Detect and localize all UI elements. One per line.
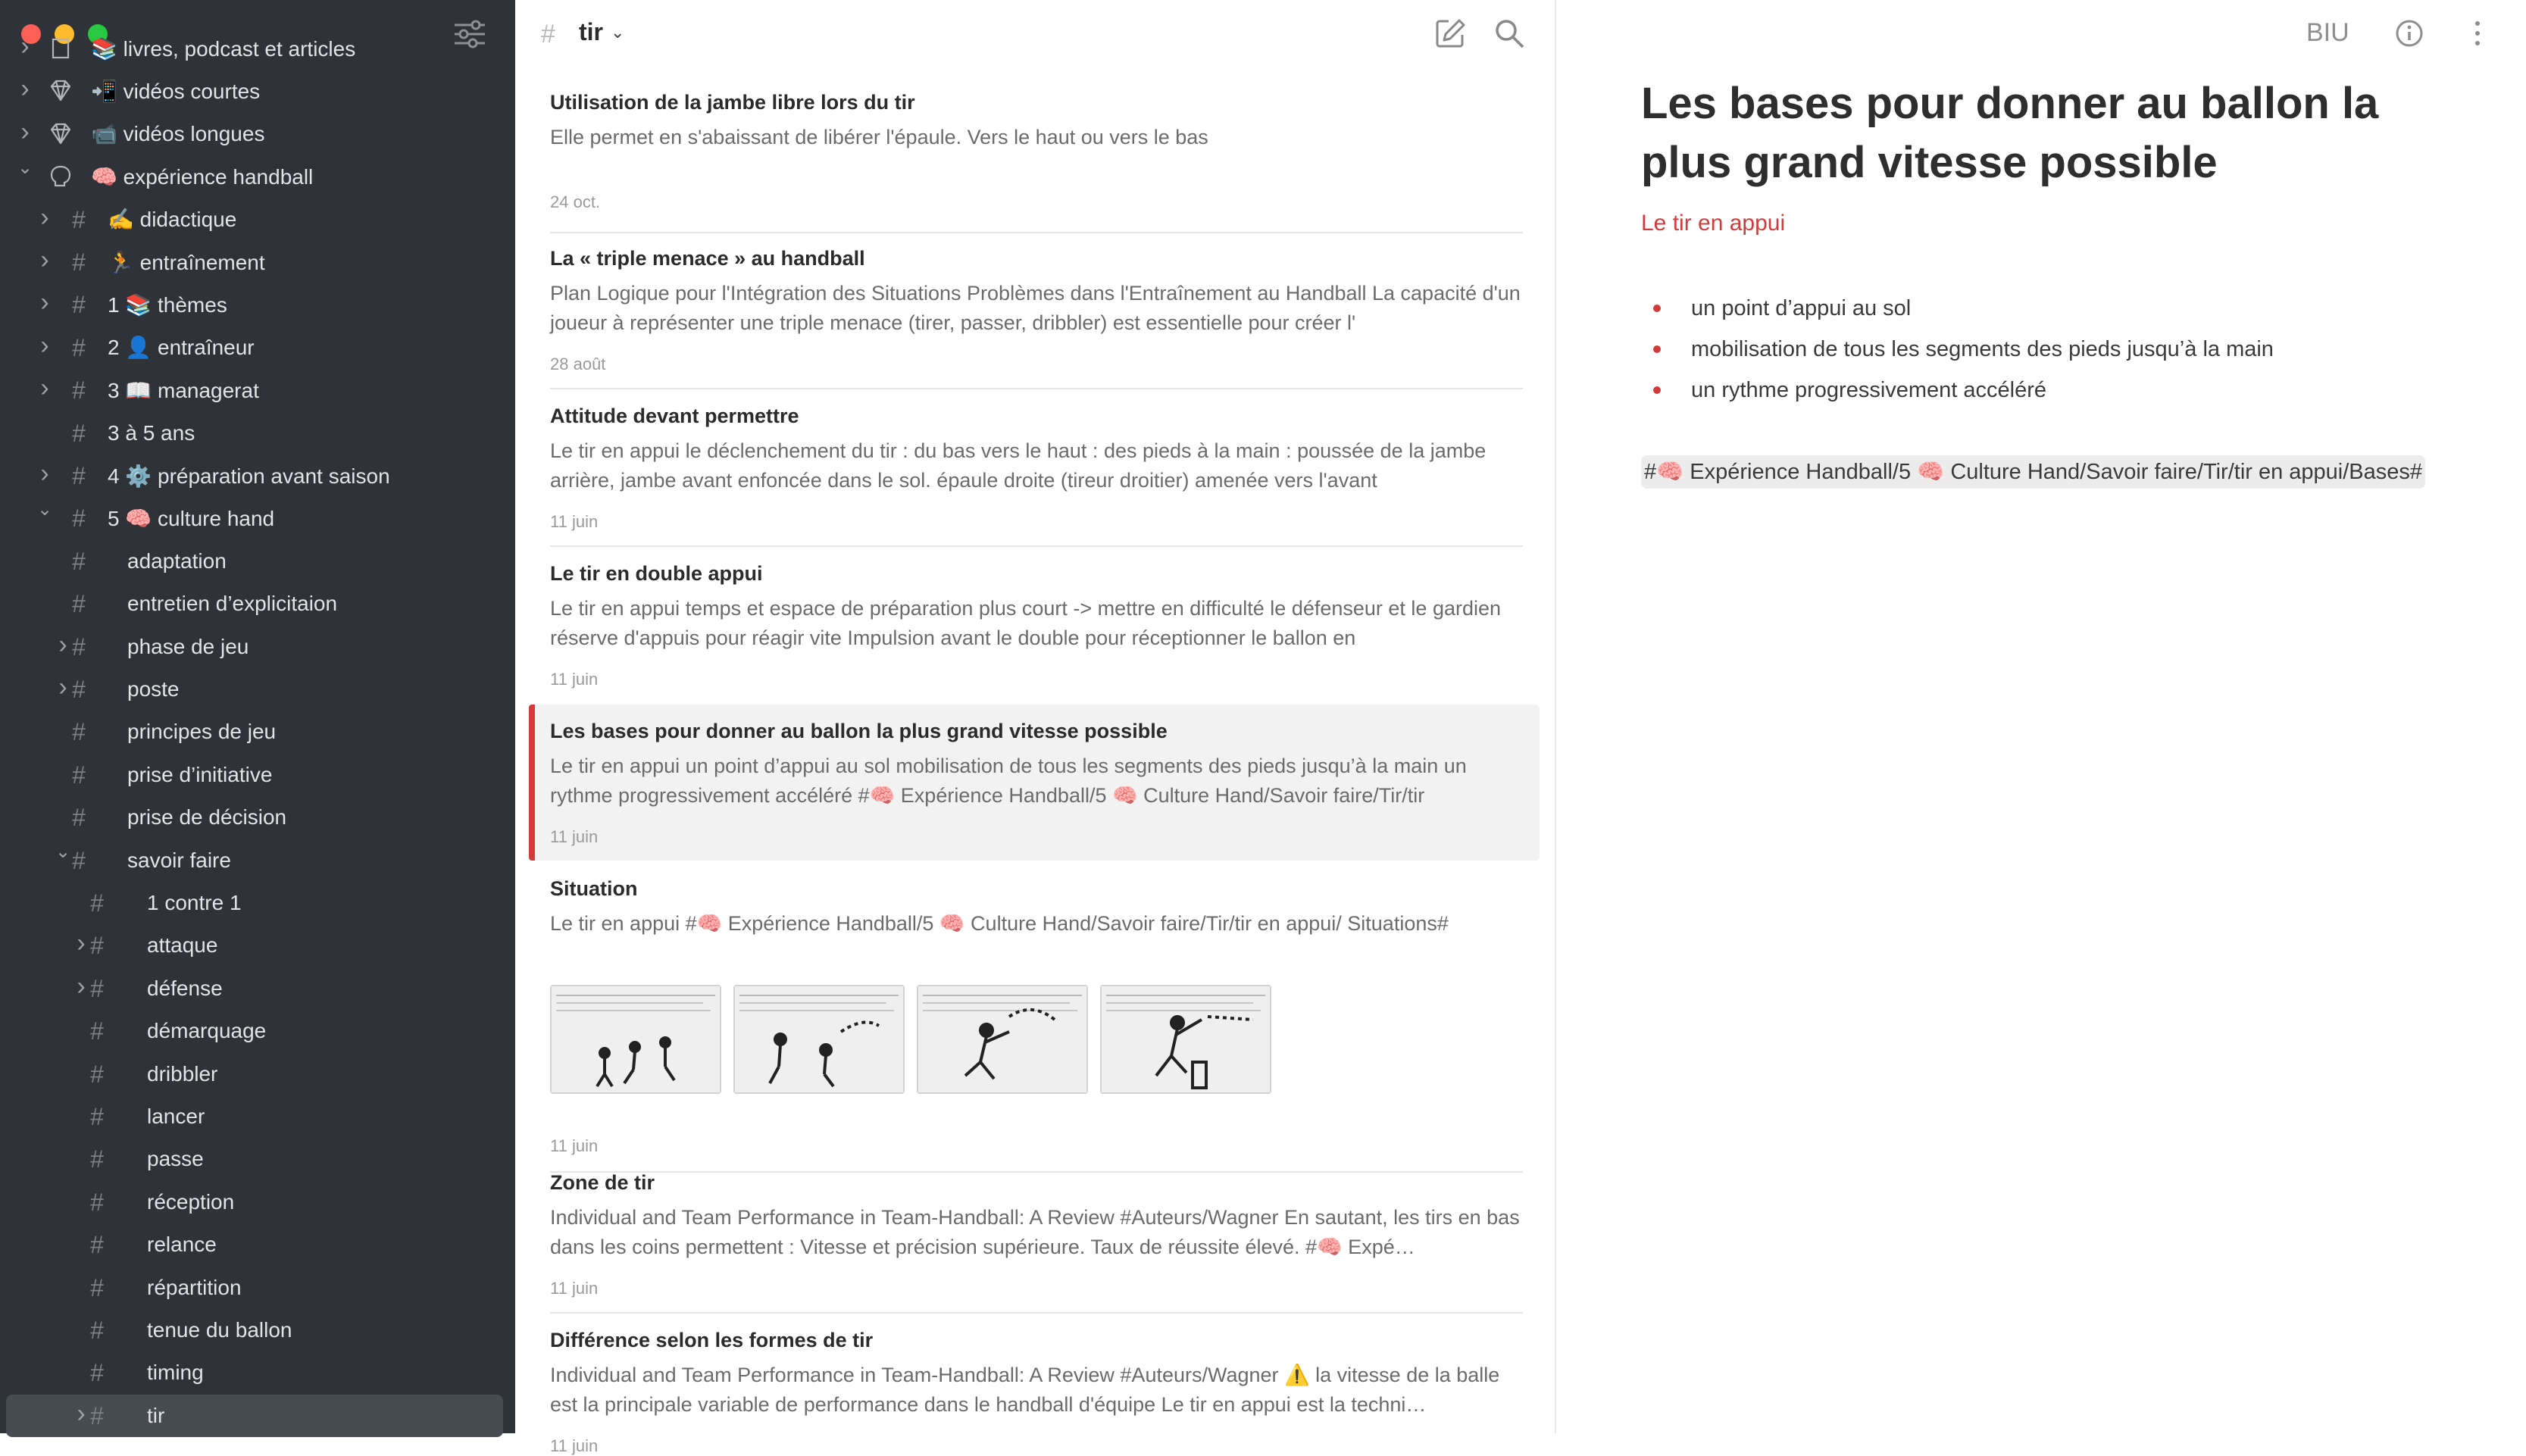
hash-icon: #	[90, 1231, 104, 1259]
note-item-date: 11 juin	[550, 1136, 599, 1155]
note-separator	[550, 1312, 1523, 1314]
selected-note-indicator	[529, 705, 535, 861]
note-thumbnail[interactable]	[733, 985, 905, 1094]
sidebar-item-label: tenue du ballon	[147, 1318, 292, 1342]
sidebar-item-label: 2 👤 entraîneur	[108, 336, 255, 360]
chevron-right-icon[interactable]: ›	[77, 971, 86, 1001]
hash-icon: #	[90, 1273, 104, 1301]
hash-icon: #	[90, 1103, 104, 1130]
sidebar-item-label: phase de jeu	[127, 634, 249, 658]
more-options-icon[interactable]	[2470, 18, 2485, 48]
sidebar-item-label: attaque	[147, 933, 218, 958]
note-item-title: Le tir en double appui	[550, 562, 763, 585]
note-subtitle[interactable]: Le tir en appui	[1641, 211, 1786, 236]
hash-icon: #	[90, 1359, 104, 1387]
sidebar-item-label: savoir faire	[127, 848, 231, 872]
hash-icon: #	[90, 974, 104, 1002]
sidebar-item-label: 4 ⚙️ préparation avant saison	[108, 464, 390, 488]
note-thumbnails	[550, 985, 1271, 1094]
hash-icon: #	[72, 590, 86, 618]
sidebar-item[interactable]	[0, 711, 515, 753]
chevron-right-icon[interactable]: ›	[40, 373, 49, 403]
editor-pane	[1556, 0, 2526, 1433]
note-item-date: 28 août	[550, 355, 606, 373]
chevron-down-icon[interactable]: ⌄	[55, 841, 71, 862]
chevron-down-icon[interactable]: ⌄	[17, 158, 33, 179]
sidebar-item[interactable]	[0, 626, 515, 668]
hash-icon: #	[90, 932, 104, 960]
diamond-icon	[47, 77, 74, 105]
sidebar-item[interactable]	[0, 1351, 515, 1394]
hash-icon: #	[72, 462, 86, 489]
note-item-preview: Individual and Team Performance in Team-Handball: A Review #Auteurs/Wagner ⚠️ la vitesse de la balle est la principale variable de performance dans le handball d'équipe Le tir en appui est la techni…	[550, 1364, 1500, 1416]
note-item-title: Les bases pour donner au ballon la plus grand vitesse possible	[550, 720, 1168, 742]
note-item-preview: Plan Logique pour l'Intégration des Situations Problèmes dans l'Entraînement au Handball La capacité d'un joueur à représenter une triple menace (tirer, passer, dribbler) est essentielle pour créer l'	[550, 282, 1521, 334]
note-thumbnail[interactable]	[550, 985, 721, 1094]
chevron-right-icon[interactable]: ›	[20, 74, 30, 104]
chevron-right-icon[interactable]: ›	[40, 330, 49, 360]
sidebar-item-label: entretien d’explicitaion	[127, 592, 338, 616]
sidebar-item-label: 📚 livres, podcast et articles	[91, 36, 356, 61]
sidebar-item[interactable]	[0, 540, 515, 583]
chevron-right-icon[interactable]: ›	[20, 117, 30, 146]
hash-icon: #	[90, 1145, 104, 1173]
sidebar-item-label: 📲 vidéos courtes	[91, 79, 261, 103]
sidebar-item-label: tir	[147, 1403, 165, 1427]
chevron-right-icon[interactable]: ›	[20, 32, 30, 61]
sidebar-item-label: 5 🧠 culture hand	[108, 506, 275, 530]
sidebar-item[interactable]	[6, 1395, 503, 1437]
sidebar-item-label: répartition	[147, 1275, 242, 1299]
diamond-icon	[47, 120, 74, 148]
sidebar-item[interactable]	[0, 1138, 515, 1180]
sidebar-item[interactable]	[0, 967, 515, 1010]
hash-icon: #	[72, 291, 86, 319]
chevron-right-icon[interactable]: ›	[40, 288, 49, 317]
note-item-title: Situation	[550, 877, 638, 900]
sidebar-item[interactable]	[0, 796, 515, 839]
chevron-down-icon[interactable]: ⌄	[36, 499, 53, 520]
sidebar	[0, 0, 515, 1433]
sidebar-item[interactable]	[0, 668, 515, 711]
hash-icon: #	[72, 547, 86, 575]
note-list-pane	[515, 0, 1556, 1455]
sidebar-item-label: 🏃 entraînement	[108, 250, 265, 274]
note-bullet-list	[1641, 288, 2274, 411]
sidebar-item-label: passe	[147, 1147, 204, 1171]
note-thumbnail[interactable]	[917, 985, 1088, 1094]
hash-icon: #	[72, 205, 86, 233]
note-item-title: Zone de tir	[550, 1171, 655, 1194]
tag-pill[interactable]: #🧠 Expérience Handball/5 🧠 Culture Hand/Savoir faire/Tir/tir en appui/Bases#	[1641, 455, 2425, 489]
sidebar-item[interactable]	[0, 27, 515, 70]
chevron-right-icon[interactable]: ›	[77, 1398, 86, 1428]
sidebar-item-label: principes de jeu	[127, 720, 277, 744]
sidebar-item[interactable]	[0, 455, 515, 497]
list-title[interactable]: tir	[579, 18, 603, 45]
note-item-preview: Le tir en appui #🧠 Expérience Handball/5 🧠 Culture Hand/Savoir faire/Tir/tir en appui/ Situations#	[550, 912, 1449, 935]
brain-outline-icon	[47, 163, 74, 190]
sidebar-item[interactable]	[0, 882, 515, 924]
sidebar-item[interactable]	[0, 155, 515, 198]
note-title[interactable]: Les bases pour donner au ballon la plus grand vitesse possible	[1641, 79, 2379, 187]
sidebar-item-label: réception	[147, 1189, 235, 1214]
sidebar-item-label: prise de décision	[127, 805, 287, 830]
hash-icon: #	[72, 846, 86, 874]
sidebar-item[interactable]	[0, 1053, 515, 1095]
search-icon[interactable]	[1493, 17, 1526, 50]
bullet-item[interactable]: un point d’appui au sol	[1641, 288, 2274, 329]
note-item-preview: Le tir en appui un point d’appui au sol mobilisation de tous les segments des pieds jusqu’à la main un rythme progressivement accéléré #🧠 Expérience Handball/5 🧠 Culture Hand/Savoir faire/Tir/tir	[550, 755, 1467, 807]
note-item-title: Utilisation de la jambe libre lors du tir	[550, 91, 915, 114]
chevron-right-icon[interactable]: ›	[40, 245, 49, 274]
hash-icon: #	[72, 761, 86, 789]
sidebar-item-label: prise d’initiative	[127, 762, 273, 786]
sidebar-item[interactable]	[0, 839, 515, 882]
note-item-date: 11 juin	[550, 512, 599, 531]
note-item-title: La « triple menace » au handball	[550, 247, 865, 270]
note-item-date: 11 juin	[550, 670, 599, 689]
sidebar-item-label: dribbler	[147, 1061, 218, 1086]
hash-icon: #	[72, 248, 86, 276]
sidebar-item[interactable]	[0, 1223, 515, 1266]
sidebar-item[interactable]	[0, 369, 515, 411]
hash-icon: #	[72, 804, 86, 832]
sidebar-item-label: démarquage	[147, 1019, 267, 1043]
chevron-right-icon[interactable]: ›	[58, 630, 67, 659]
note-separator	[550, 388, 1523, 389]
sidebar-item-label: 📹 vidéos longues	[91, 122, 265, 146]
note-item-preview: Le tir en appui temps et espace de préparation plus court -> mettre en difficulté le défenseur et le gardien réserve d'appuis pour réagir vite Impulsion avant le double pour réceptionner le ballon en	[550, 597, 1502, 649]
hash-icon: #	[541, 20, 555, 48]
sidebar-item-label: lancer	[147, 1104, 205, 1128]
list-header	[515, 0, 1555, 68]
note-item-preview: Individual and Team Performance in Team-Handball: A Review #Auteurs/Wagner En sautant, les tirs en bas dans les coins permettent : Vitesse et précision supérieure. Taux de réussite élevé. #🧠 Expé…	[550, 1206, 1520, 1258]
hash-icon: #	[72, 633, 86, 661]
sidebar-item[interactable]	[0, 1181, 515, 1223]
hash-icon: #	[90, 1401, 104, 1429]
note-item-date: 11 juin	[550, 1279, 599, 1298]
sidebar-item-label: timing	[147, 1361, 204, 1385]
note-item-title: Attitude devant permettre	[550, 405, 799, 427]
hash-icon: #	[90, 889, 104, 917]
sidebar-item-label: adaptation	[127, 548, 227, 573]
sidebar-item[interactable]	[0, 198, 515, 241]
hash-icon: #	[90, 1317, 104, 1344]
note-separator	[550, 545, 1523, 547]
sidebar-item[interactable]	[0, 924, 515, 967]
sidebar-item[interactable]	[0, 327, 515, 369]
note-item-date: 11 juin	[550, 827, 599, 846]
hash-icon: #	[90, 1060, 104, 1088]
sidebar-item-label: défense	[147, 976, 223, 1000]
chevron-right-icon[interactable]: ›	[77, 929, 86, 958]
bullet-item[interactable]: mobilisation de tous les segments des pieds jusqu’à la main	[1641, 329, 2274, 370]
chevron-right-icon[interactable]: ›	[40, 202, 49, 232]
hash-icon: #	[90, 1188, 104, 1216]
compose-icon[interactable]	[1433, 17, 1467, 50]
bullet-item[interactable]: un rythme progressivement accéléré	[1641, 370, 2274, 411]
note-separator	[550, 1171, 1523, 1173]
note-item-date: 24 oct.	[550, 192, 601, 211]
sidebar-item[interactable]	[0, 241, 515, 283]
sidebar-item[interactable]	[0, 1267, 515, 1309]
sidebar-item-label: poste	[127, 677, 180, 701]
hash-icon: #	[72, 376, 86, 405]
note-tag-line	[1641, 451, 2474, 492]
sidebar-item[interactable]	[0, 113, 515, 155]
sidebar-item-label: 1 📚 thèmes	[108, 292, 227, 317]
sidebar-item-label: 3 📖 managerat	[108, 378, 259, 402]
text-format-button[interactable]: BIU	[2306, 18, 2349, 47]
sidebar-item[interactable]	[0, 583, 515, 625]
hash-icon: #	[72, 676, 86, 703]
note-separator	[550, 232, 1523, 233]
sidebar-item-label: relance	[147, 1233, 217, 1257]
sidebar-item[interactable]	[0, 1095, 515, 1138]
hash-icon: #	[72, 505, 86, 533]
chevron-right-icon[interactable]: ›	[58, 673, 67, 701]
hash-icon: #	[72, 718, 86, 746]
sidebar-item[interactable]	[0, 283, 515, 326]
sidebar-item[interactable]	[0, 497, 515, 539]
hash-icon: #	[72, 333, 86, 361]
sidebar-item-label: 1 contre 1	[147, 891, 242, 914]
bookmark-icon	[47, 35, 74, 62]
sidebar-item[interactable]	[0, 754, 515, 796]
hash-icon: #	[90, 1017, 104, 1045]
note-item-preview: Le tir en appui le déclenchement du tir : du bas vers le haut : des pieds à la main : poussée de la jambe arrière, jambe avant enfoncée dans le sol. épaule droite (tireur droitier) amenée vers l'avant	[550, 439, 1487, 492]
hash-icon: #	[72, 419, 86, 447]
sidebar-item[interactable]	[0, 412, 515, 455]
sidebar-item-label: ✍️ didactique	[108, 208, 237, 232]
sidebar-item[interactable]	[0, 1309, 515, 1351]
sidebar-item-label: 🧠 expérience handball	[91, 164, 314, 189]
note-item-preview: Elle permet en s'abaissant de libérer l'épaule. Vers le haut ou vers le bas	[550, 126, 1208, 148]
note-thumbnail[interactable]	[1100, 985, 1271, 1094]
sidebar-item[interactable]	[0, 70, 515, 112]
chevron-right-icon[interactable]: ›	[40, 459, 49, 488]
chevron-down-icon[interactable]: ⌄	[611, 23, 625, 42]
note-item-title: Différence selon les formes de tir	[550, 1329, 874, 1351]
sidebar-item-label: 3 à 5 ans	[108, 420, 195, 445]
sidebar-item[interactable]	[0, 1010, 515, 1052]
note-item-date: 11 juin	[550, 1436, 599, 1455]
info-icon[interactable]	[2394, 18, 2424, 48]
